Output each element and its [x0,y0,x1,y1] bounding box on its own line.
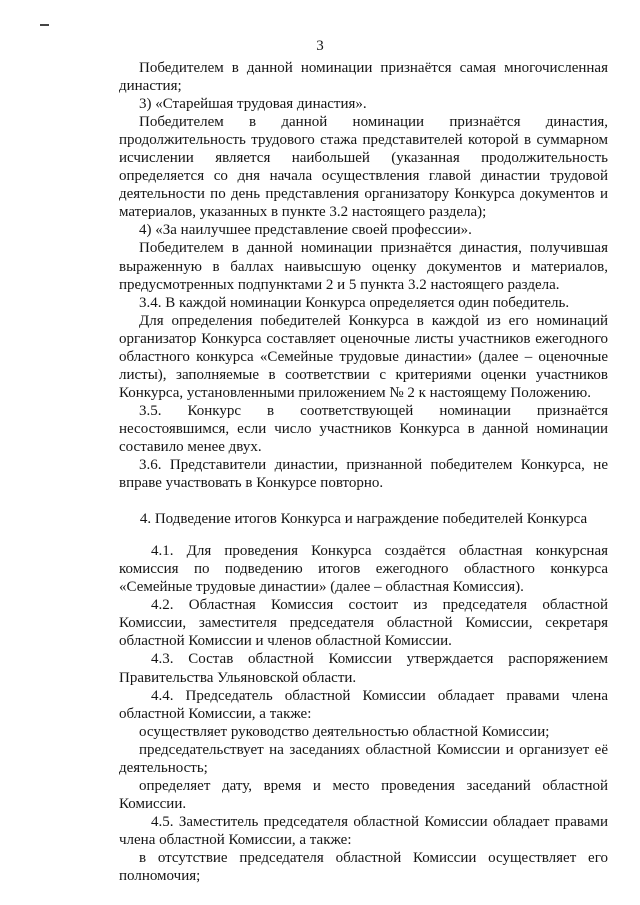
paragraph: Победителем в данной номинации признаётся династия, получившая выраженную в баллах наивысшую оценку документов и материалов, предусмотренных подпунктами 2 и 5 пункта 3.2 настоящего раздела. [119,240,608,293]
scan-speck [40,24,49,26]
paragraph: Победителем в данной номинации признаётся самая многочисленная династия; [119,60,608,95]
paragraph: в отсутствие председателя областной Комиссии осуществляет его полномочия; [119,849,608,885]
paragraph: 4.5. Заместитель председателя областной Комиссии обладает правами члена областной Комиссии, а также: [119,813,608,848]
paragraph: 4.2. Областная Комиссия состоит из председателя областной Комиссии, заместителя председателя областной Комиссии, секретаря областной Комиссии и членов областной Комиссии. [119,597,608,650]
paragraph: 3.4. В каждой номинации Конкурса определяется один победитель. [139,294,570,311]
paragraph: Для определения победителей Конкурса в каждой из его номинаций организатор Конкурса составляет оценочные листы участников ежегодного областного конкурса «Семейные трудовые династии» (далее – оценочные листы), заполняемые в соответствии с критериями оценки участников Конкурса, установленными приложением № 2 к настоящему Положению. [119,312,608,401]
paragraph: осуществляет руководство деятельностью областной Комиссии; [139,723,550,740]
paragraph: 3.6. Представители династии, признанной победителем Конкурса, не вправе участвовать в Конкурсе повторно. [119,457,608,492]
paragraph: 4.4. Председатель областной Комиссии обладает правами члена областной Комиссии, а также: [119,687,608,722]
document-body [119,59,608,885]
paragraph: 3) «Старейшая трудовая династия». [139,96,367,113]
paragraph: Победителем в данной номинации признаётся династия, продолжительность трудового стажа представителей которой в суммарном исчислении является наибольшей (указанная продолжительность определяется со дня начала осуществления главой династии трудовой деятельности по день представления организатору Конкурса документов и материалов, указанных в пункте 3.2 настоящего раздела); [119,114,608,221]
section-heading: 4. Подведение итогов Конкурса и награждение победителей Конкурса [139,511,588,528]
paragraph: 4.1. Для проведения Конкурса создаётся областная конкурсная комиссия по подведению итогов ежегодного областного конкурса «Семейные трудовые династии» (далее – областная Комиссия). [119,543,608,596]
paragraph: определяет дату, время и место проведения заседаний областной Комиссии. [119,777,608,812]
page-number: 3 [316,38,324,54]
paragraph: 4) «За наилучшее представление своей профессии». [139,222,472,239]
paragraph: 3.5. Конкурс в соответствующей номинации признаётся несостоявшимся, если число участников Конкурса в данной номинации составило менее двух. [119,402,608,455]
paragraph: председательствует на заседаниях областной Комиссии и организует её деятельность; [119,741,608,776]
paragraph: 4.3. Состав областной Комиссии утверждается распоряжением Правительства Ульяновской области. [119,651,608,686]
